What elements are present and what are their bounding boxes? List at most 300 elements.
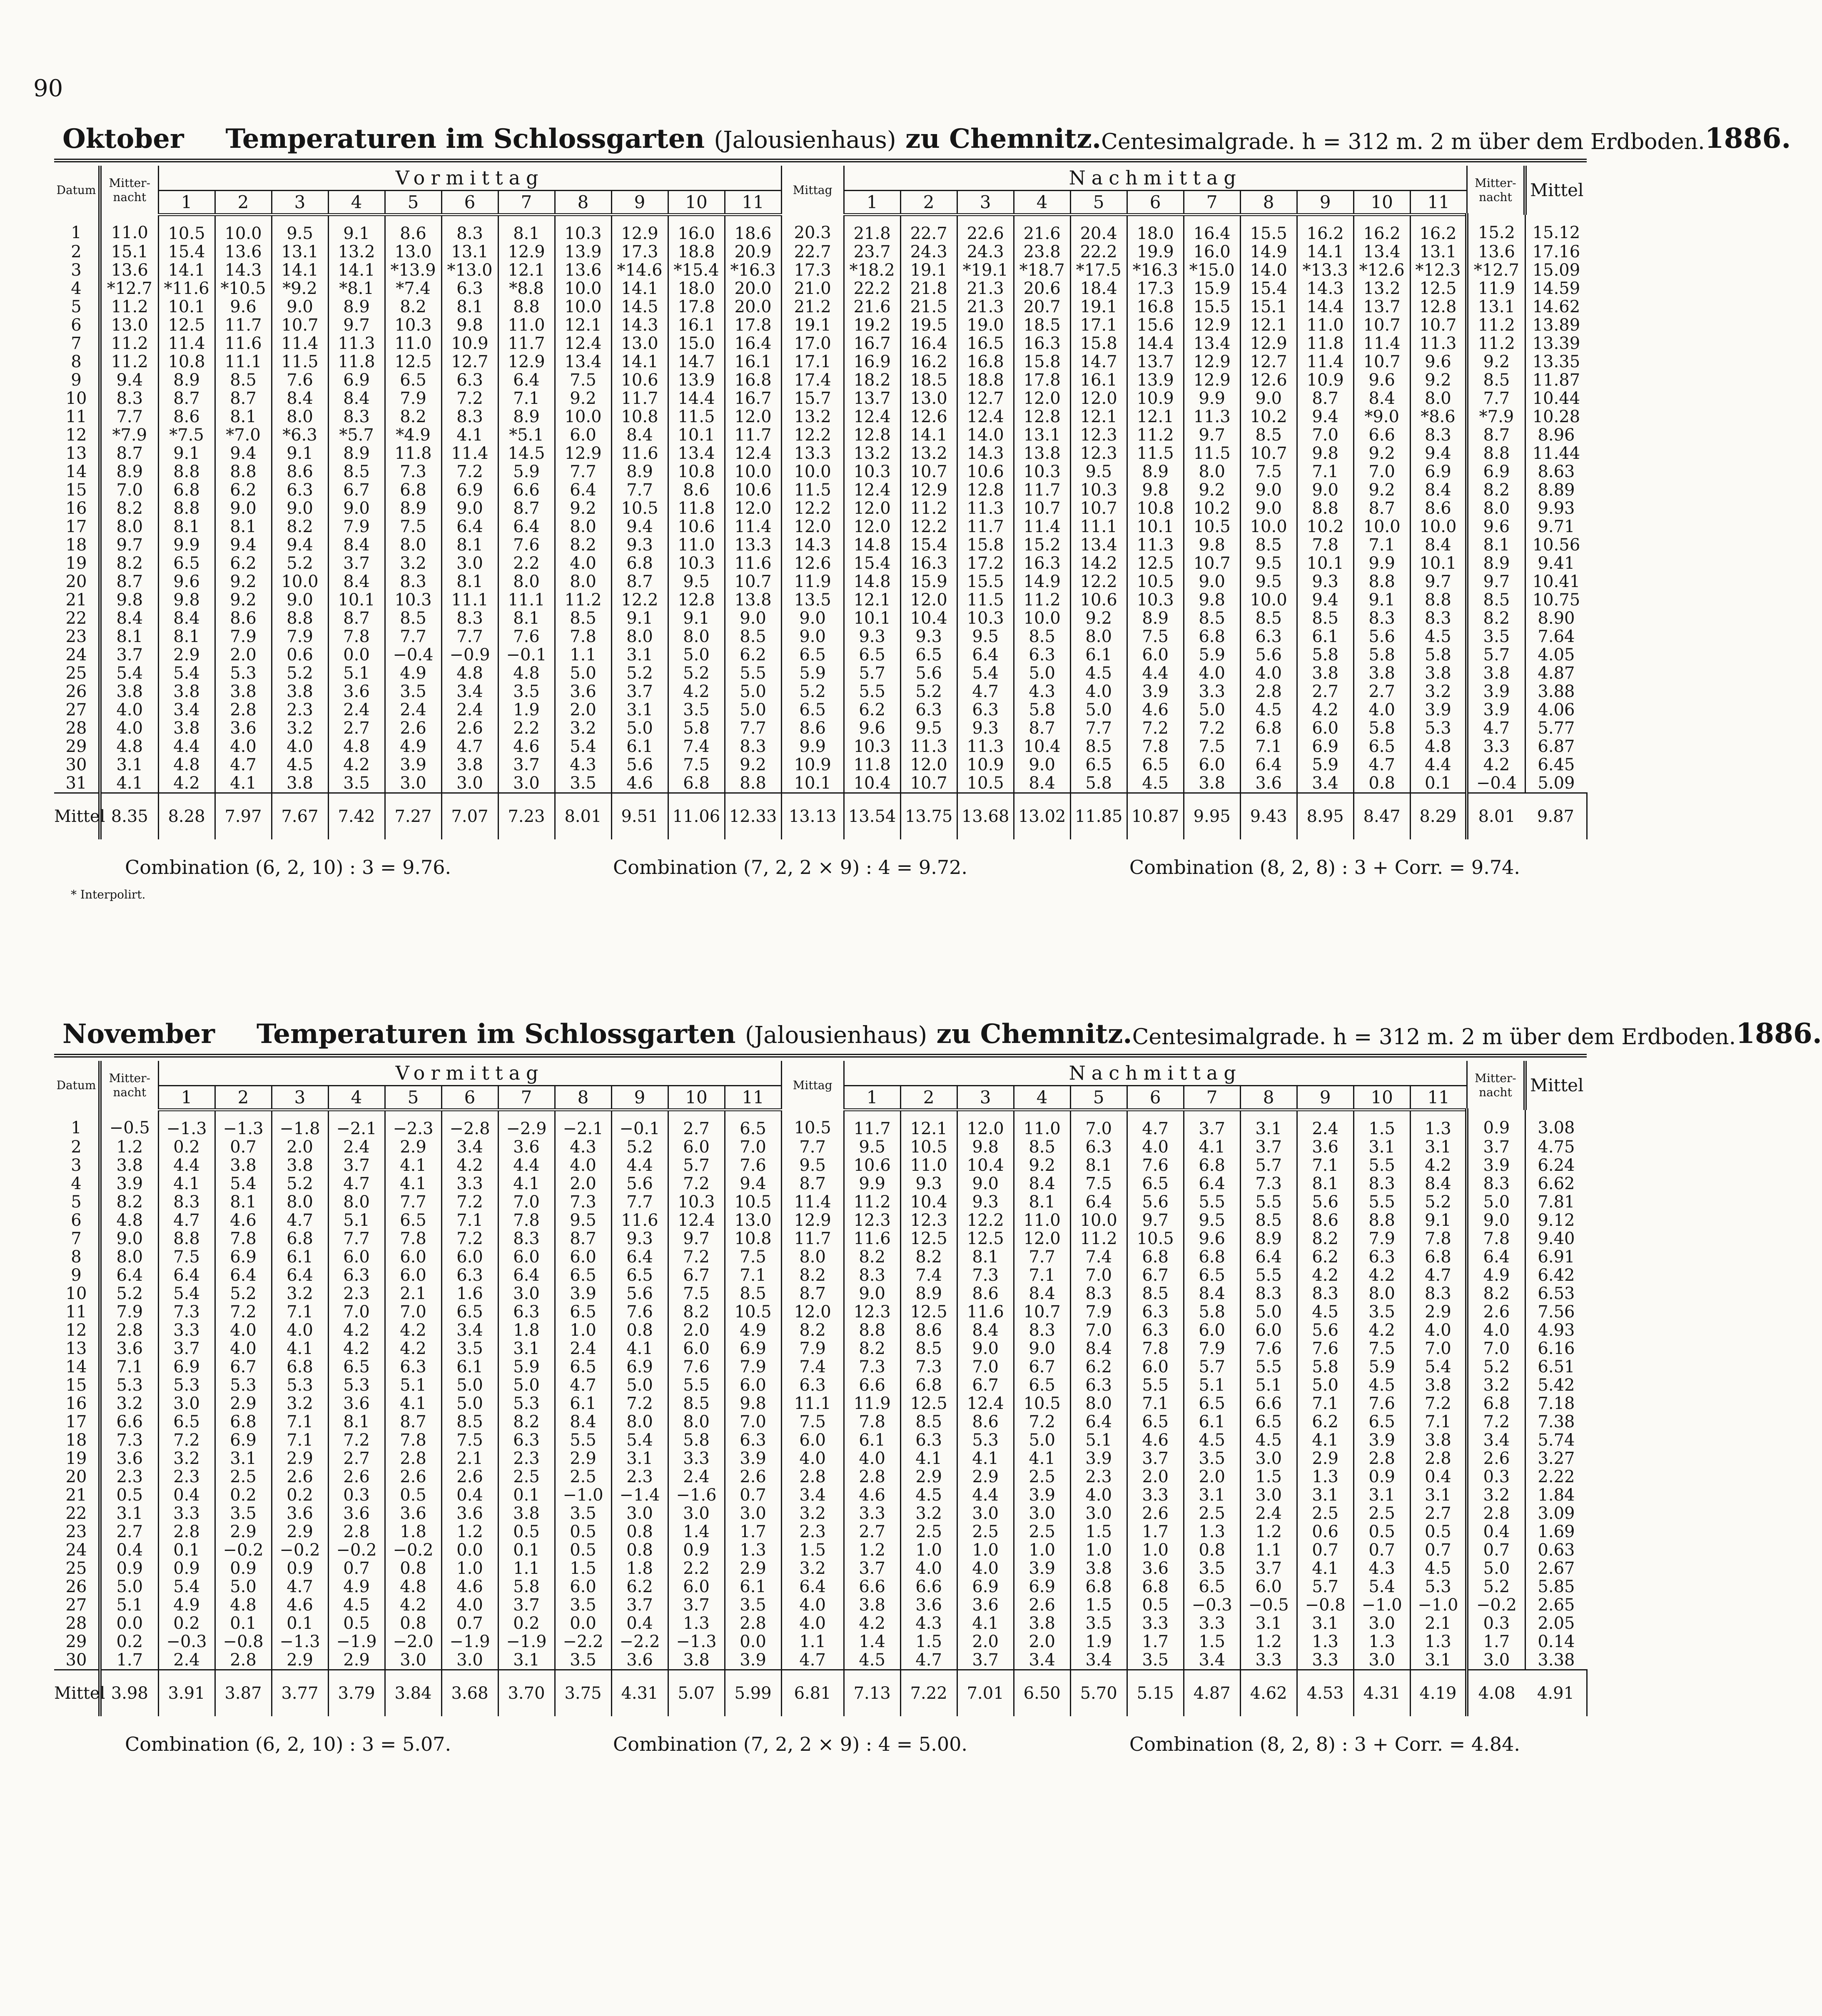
value-cell: −0.2 [215, 1541, 272, 1559]
value-cell: 2.5 [1297, 1504, 1353, 1523]
value-cell: 12.3 [844, 1303, 900, 1321]
value-cell: 10.6 [844, 1156, 900, 1175]
value-cell: *8.1 [328, 279, 385, 298]
value-cell: 13.8 [725, 591, 781, 609]
value-cell: 10.7 [1014, 499, 1070, 518]
value-cell: *15.4 [668, 261, 725, 279]
value-cell: 5.0 [1184, 701, 1240, 719]
value-cell: 4.2 [1410, 1156, 1467, 1175]
date-cell: 7 [54, 1230, 100, 1248]
value-cell: 11.4 [1353, 334, 1410, 353]
value-cell: 2.0 [215, 646, 272, 664]
value-cell: 4.7 [215, 756, 272, 774]
value-cell: 7.8 [1467, 1230, 1525, 1248]
value-cell: 1.3 [1410, 1110, 1467, 1138]
measurement-meta: Centesimalgrade. h = 312 m. 2 m über dem Erdboden. [1132, 1025, 1736, 1050]
value-cell: 7.56 [1538, 1302, 1575, 1322]
value-cell: 12.6 [900, 408, 957, 426]
value-cell: 10.9 [1297, 371, 1353, 389]
value-cell: 6.3 [1127, 1321, 1184, 1339]
date-cell: 4 [54, 1175, 100, 1193]
value-cell: 7.8 [328, 627, 385, 646]
value-cell: 6.8 [1184, 1248, 1240, 1266]
value-cell: 8.3 [441, 408, 498, 426]
value-cell: −1.9 [441, 1633, 498, 1651]
value-cell: 9.3 [957, 719, 1014, 737]
col-header-hour: 4 [1014, 1086, 1070, 1110]
value-cell: 6.0 [1297, 719, 1353, 737]
value-cell: 4.2 [385, 1339, 441, 1358]
value-cell: 21.3 [957, 298, 1014, 316]
value-cell: 13.1 [1014, 426, 1070, 444]
value-cell: 9.6 [1184, 1230, 1240, 1248]
value-cell: 2.2 [668, 1559, 725, 1578]
value-cell: 11.2 [1127, 426, 1184, 444]
value-cell: 11.6 [725, 554, 781, 572]
value-cell: 3.8 [1297, 664, 1353, 682]
value-cell: 4.2 [1353, 1266, 1410, 1284]
value-cell: 17.16 [1532, 242, 1580, 261]
value-cell: 7.7 [1014, 1248, 1070, 1266]
value-cell: 10.7 [900, 463, 957, 481]
value-cell: 8.2 [1467, 1284, 1525, 1303]
mittel-cell: 9.87 [1525, 793, 1587, 840]
col-header-hour: 10 [1353, 1086, 1410, 1110]
value-cell: 5.2 [1410, 1193, 1467, 1211]
value-cell: 8.7 [781, 1175, 844, 1193]
value-cell: 8.6 [1297, 1211, 1353, 1230]
value-cell: 6.5 [1127, 756, 1184, 774]
value-cell: 6.2 [1070, 1358, 1127, 1376]
value-cell: 6.51 [1538, 1357, 1575, 1376]
value-cell: 2.9 [555, 1449, 611, 1468]
col-header-hour: 11 [725, 1086, 781, 1110]
value-cell: 13.0 [725, 1211, 781, 1230]
value-cell: 5.5 [668, 1376, 725, 1394]
value-cell: 19.1 [1070, 298, 1127, 316]
value-cell: 3.7 [498, 1596, 555, 1614]
value-cell: 10.4 [900, 609, 957, 627]
value-cell: 6.0 [1240, 1578, 1297, 1596]
value-cell: 2.7 [100, 1523, 158, 1541]
value-cell: 6.3 [272, 481, 328, 499]
value-cell: 7.64 [1538, 627, 1575, 646]
value-cell: 12.4 [725, 444, 781, 463]
value-cell: 7.4 [781, 1358, 844, 1376]
date-cell: 30 [54, 756, 100, 774]
value-cell: 6.7 [215, 1358, 272, 1376]
value-cell: 4.6 [441, 1578, 498, 1596]
date-cell: 16 [54, 1394, 100, 1413]
value-cell: 5.1 [328, 1211, 385, 1230]
value-cell: 4.4 [1127, 664, 1184, 682]
value-cell: *7.4 [385, 279, 441, 298]
value-cell: 7.9 [272, 627, 328, 646]
value-cell: 6.8 [900, 1376, 957, 1394]
value-cell: 8.2 [385, 408, 441, 426]
date-cell: 5 [54, 298, 100, 316]
value-cell: 5.77 [1538, 719, 1575, 738]
mittel-cell: 5.70 [1070, 1670, 1127, 1717]
value-cell: 4.6 [215, 1211, 272, 1230]
value-cell: 10.7 [1014, 1303, 1070, 1321]
value-cell: 6.5 [385, 1211, 441, 1230]
col-header-hour: 3 [957, 191, 1014, 215]
value-cell: 3.1 [215, 1449, 272, 1468]
value-cell: 3.7 [1467, 1138, 1525, 1156]
value-cell: 7.0 [1070, 1110, 1127, 1138]
value-cell: 5.8 [1014, 701, 1070, 719]
value-cell: 6.5 [555, 1266, 611, 1284]
value-cell: 3.8 [1070, 1559, 1127, 1578]
value-cell: 9.6 [215, 298, 272, 316]
value-cell: 2.3 [328, 1284, 385, 1303]
value-cell: 17.8 [668, 298, 725, 316]
value-cell: 0.6 [272, 646, 328, 664]
value-cell: 6.9 [1297, 737, 1353, 756]
value-cell: 7.3 [1240, 1175, 1297, 1193]
value-cell: 3.6 [441, 1504, 498, 1523]
value-cell: 8.3 [1353, 1175, 1410, 1193]
value-cell: 11.5 [1127, 444, 1184, 463]
value-cell: 7.3 [900, 1358, 957, 1376]
value-cell: 6.5 [555, 1358, 611, 1376]
value-cell: 4.7 [1353, 756, 1410, 774]
date-cell: 15 [54, 481, 100, 499]
value-cell: 15.2 [1467, 215, 1525, 243]
value-cell: 6.1 [611, 737, 668, 756]
value-cell: 9.0 [1240, 499, 1297, 518]
value-cell: 8.6 [957, 1413, 1014, 1431]
value-cell: 3.7 [1240, 1559, 1297, 1578]
value-cell: 11.4 [1014, 518, 1070, 536]
value-cell: 14.1 [1297, 243, 1353, 261]
col-group-vormittag: Vormittag [158, 166, 781, 191]
value-cell: 4.0 [100, 719, 158, 737]
col-header-hour: 7 [498, 191, 555, 215]
value-cell: *17.5 [1070, 261, 1127, 279]
value-cell: 6.7 [957, 1376, 1014, 1394]
value-cell: 6.3 [1353, 1248, 1410, 1266]
value-cell: 7.9 [1184, 1339, 1240, 1358]
value-cell: 6.4 [611, 1248, 668, 1266]
table-row [54, 664, 1587, 682]
value-cell: 6.8 [1240, 719, 1297, 737]
value-cell: 5.2 [611, 1138, 668, 1156]
value-cell: 3.5 [555, 1596, 611, 1614]
value-cell: 17.0 [781, 334, 844, 353]
value-cell: 11.2 [1467, 316, 1525, 334]
value-cell: 6.3 [1014, 646, 1070, 664]
value-cell: 6.0 [668, 1138, 725, 1156]
value-cell: 6.8 [1127, 1578, 1184, 1596]
value-cell: 4.0 [1070, 682, 1127, 701]
value-cell: 2.6 [725, 1468, 781, 1486]
date-cell: 1 [54, 215, 100, 243]
value-cell: 3.9 [725, 1651, 781, 1670]
value-cell: 10.7 [1410, 316, 1467, 334]
value-cell: 8.4 [1184, 1284, 1240, 1303]
value-cell: 4.4 [1410, 756, 1467, 774]
value-cell: 0.7 [725, 1486, 781, 1504]
value-cell: 6.5 [555, 1303, 611, 1321]
value-cell: 5.1 [100, 1596, 158, 1614]
value-cell: 0.1 [1410, 774, 1467, 793]
value-cell: 13.7 [1353, 298, 1410, 316]
value-cell: 0.3 [1467, 1614, 1525, 1633]
value-cell: 4.0 [1070, 1486, 1127, 1504]
value-cell: 13.6 [215, 243, 272, 261]
value-cell: 4.2 [1297, 1266, 1353, 1284]
value-cell: 12.4 [957, 1394, 1014, 1413]
date-cell: 2 [54, 1138, 100, 1156]
value-cell: 3.0 [1070, 1504, 1127, 1523]
value-cell: 3.7 [844, 1559, 900, 1578]
value-cell: 8.6 [158, 408, 215, 426]
value-cell: 7.8 [385, 1230, 441, 1248]
value-cell: 10.3 [844, 463, 900, 481]
combination-1: Combination (6, 2, 10) : 3 = 5.07. [125, 1733, 451, 1755]
value-cell: 0.7 [328, 1559, 385, 1578]
value-cell: 9.5 [668, 572, 725, 591]
value-cell: 7.2 [668, 1175, 725, 1193]
value-cell: 4.5 [1410, 627, 1467, 646]
date-cell: 3 [54, 1156, 100, 1175]
value-cell: 9.8 [1184, 536, 1240, 554]
value-cell: 1.2 [441, 1523, 498, 1541]
value-cell: 11.6 [611, 444, 668, 463]
value-cell: 3.8 [1353, 664, 1410, 682]
value-cell: 12.1 [1240, 316, 1297, 334]
value-cell: *10.5 [215, 279, 272, 298]
value-cell: 8.4 [158, 609, 215, 627]
value-cell: 8.7 [1467, 426, 1525, 444]
value-cell: 5.5 [1240, 1358, 1297, 1376]
value-cell: 24.3 [900, 243, 957, 261]
value-cell: 9.2 [725, 756, 781, 774]
value-cell: 3.6 [957, 1596, 1014, 1614]
value-cell: 4.8 [158, 756, 215, 774]
value-cell: 7.7 [441, 627, 498, 646]
value-cell: 9.0 [781, 609, 844, 627]
table-row [54, 1321, 1587, 1339]
value-cell: 2.9 [272, 1523, 328, 1541]
col-header-mittel: Mittel [1530, 1075, 1584, 1096]
mittel-cell: 5.99 [725, 1670, 781, 1717]
value-cell: 9.2 [555, 389, 611, 408]
value-cell: 8.7 [215, 389, 272, 408]
value-cell: 3.1 [1297, 1614, 1353, 1633]
date-cell: 6 [54, 316, 100, 334]
value-cell: 5.6 [1297, 1321, 1353, 1339]
value-cell: 3.9 [1353, 1431, 1410, 1449]
value-cell: 3.5 [1070, 1614, 1127, 1633]
value-cell: 9.5 [957, 627, 1014, 646]
value-cell: 10.5 [781, 1110, 844, 1138]
value-cell: 2.4 [158, 1651, 215, 1670]
value-cell: 2.0 [1127, 1468, 1184, 1486]
value-cell: 4.5 [1410, 1559, 1467, 1578]
value-cell: 8.4 [100, 609, 158, 627]
value-cell: 13.4 [555, 353, 611, 371]
value-cell: 4.4 [957, 1486, 1014, 1504]
value-cell: 15.4 [1240, 279, 1297, 298]
value-cell: 11.6 [844, 1230, 900, 1248]
col-header-hour: 9 [611, 191, 668, 215]
value-cell: 7.1 [272, 1303, 328, 1321]
value-cell: 4.2 [328, 1339, 385, 1358]
value-cell: 3.0 [1353, 1651, 1410, 1670]
value-cell: 3.3 [441, 1175, 498, 1193]
value-cell: 9.93 [1538, 499, 1575, 518]
value-cell: 8.8 [158, 499, 215, 518]
col-header-datum: Datum [54, 1061, 100, 1110]
value-cell: 7.9 [385, 389, 441, 408]
value-cell: 5.2 [668, 664, 725, 682]
value-cell: 1.8 [611, 1559, 668, 1578]
value-cell: 3.3 [1184, 1614, 1240, 1633]
value-cell: 5.9 [1184, 646, 1240, 664]
value-cell: 5.8 [668, 719, 725, 737]
value-cell: 8.7 [1297, 389, 1353, 408]
value-cell: 8.5 [1240, 426, 1297, 444]
value-cell: 10.7 [1184, 554, 1240, 572]
value-cell: 2.3 [272, 701, 328, 719]
value-cell: 16.2 [900, 353, 957, 371]
value-cell: 6.3 [441, 1266, 498, 1284]
value-cell: 8.2 [1297, 1230, 1353, 1248]
value-cell: 11.3 [957, 499, 1014, 518]
value-cell: 10.6 [1070, 591, 1127, 609]
value-cell: 12.7 [1240, 353, 1297, 371]
value-cell: 3.1 [1410, 1486, 1467, 1504]
table-row [54, 1175, 1587, 1193]
value-cell: 0.8 [1353, 774, 1410, 793]
value-cell: 6.4 [158, 1266, 215, 1284]
mittel-cell: 8.35 [100, 793, 158, 840]
date-cell: 12 [54, 1321, 100, 1339]
value-cell: 5.5 [1184, 1193, 1240, 1211]
value-cell: 10.7 [900, 774, 957, 793]
value-cell: 7.2 [441, 1230, 498, 1248]
value-cell: 3.6 [328, 682, 385, 701]
value-cell: 3.7 [611, 682, 668, 701]
col-header-hour: 3 [272, 1086, 328, 1110]
value-cell: 21.0 [781, 279, 844, 298]
value-cell: 16.7 [844, 334, 900, 353]
value-cell: 10.4 [844, 774, 900, 793]
col-header-hour: 6 [1127, 1086, 1184, 1110]
value-cell: 21.8 [844, 215, 900, 243]
value-cell: 2.7 [668, 1110, 725, 1138]
value-cell: 11.9 [844, 1394, 900, 1413]
mittel-cell: 7.27 [385, 793, 441, 840]
value-cell: 17.3 [1127, 279, 1184, 298]
combination-1: Combination (6, 2, 10) : 3 = 9.76. [125, 856, 451, 879]
value-cell: 6.0 [725, 1376, 781, 1394]
value-cell: −2.9 [498, 1110, 555, 1138]
value-cell: 5.8 [1297, 1358, 1353, 1376]
value-cell: 14.2 [1070, 554, 1127, 572]
value-cell: 6.4 [957, 646, 1014, 664]
value-cell: −0.3 [158, 1633, 215, 1651]
value-cell: 2.2 [498, 554, 555, 572]
value-cell: 11.7 [215, 316, 272, 334]
col-header-hour: 11 [1410, 1086, 1467, 1110]
value-cell: 3.2 [272, 1284, 328, 1303]
value-cell: 3.2 [158, 1449, 215, 1468]
value-cell: 2.8 [215, 1651, 272, 1670]
value-cell: 7.6 [668, 1358, 725, 1376]
value-cell: 11.4 [272, 334, 328, 353]
value-cell: 10.1 [668, 426, 725, 444]
value-cell: 8.3 [1240, 1284, 1297, 1303]
value-cell: 9.8 [1127, 481, 1184, 499]
value-cell: 2.8 [844, 1468, 900, 1486]
value-cell: 11.3 [1184, 408, 1240, 426]
value-cell: 10.5 [1127, 1230, 1184, 1248]
value-cell: 4.1 [215, 774, 272, 793]
value-cell: 3.2 [781, 1559, 844, 1578]
value-cell: 9.7 [328, 316, 385, 334]
value-cell: 9.9 [844, 1175, 900, 1193]
value-cell: 11.4 [1297, 353, 1353, 371]
value-cell: 10.6 [668, 518, 725, 536]
value-cell: 6.3 [1070, 1376, 1127, 1394]
value-cell: 9.1 [272, 444, 328, 463]
value-cell: 12.4 [844, 408, 900, 426]
value-cell: 8.2 [498, 1413, 555, 1431]
table-row [54, 499, 1587, 518]
value-cell: 7.6 [611, 1303, 668, 1321]
value-cell: 6.4 [1467, 1248, 1525, 1266]
value-cell: *12.7 [100, 279, 158, 298]
value-cell: 3.6 [215, 719, 272, 737]
value-cell: 12.3 [1070, 426, 1127, 444]
value-cell: 8.3 [441, 215, 498, 243]
value-cell: 16.1 [668, 316, 725, 334]
col-header-hour: 10 [1353, 191, 1410, 215]
value-cell: 11.6 [957, 1303, 1014, 1321]
value-cell: 11.1 [441, 591, 498, 609]
value-cell: 3.0 [441, 774, 498, 793]
value-cell: 4.2 [1297, 701, 1353, 719]
value-cell: 6.0 [1184, 756, 1240, 774]
value-cell: 8.1 [215, 518, 272, 536]
value-cell: 1.1 [555, 646, 611, 664]
mittel-cell: 5.07 [668, 1670, 725, 1717]
value-cell: 7.3 [555, 1193, 611, 1211]
value-cell: 4.2 [1353, 1321, 1410, 1339]
value-cell: 7.7 [611, 1193, 668, 1211]
value-cell: 14.59 [1532, 279, 1580, 298]
value-cell: 7.0 [100, 481, 158, 499]
value-cell: 5.2 [1467, 1358, 1525, 1376]
value-cell: 8.89 [1538, 480, 1575, 500]
mittel-cell: 4.08 [1467, 1670, 1525, 1717]
value-cell: 2.8 [385, 1449, 441, 1468]
date-cell: 25 [54, 664, 100, 682]
value-cell: 0.5 [1410, 1523, 1467, 1541]
value-cell: 10.1 [328, 591, 385, 609]
value-cell: 13.1 [441, 243, 498, 261]
value-cell: 7.6 [1353, 1394, 1410, 1413]
value-cell: 7.6 [1297, 1339, 1353, 1358]
value-cell: 3.3 [1127, 1486, 1184, 1504]
value-cell: 6.7 [1127, 1266, 1184, 1284]
value-cell: 8.8 [1297, 499, 1353, 518]
value-cell: 4.9 [725, 1321, 781, 1339]
